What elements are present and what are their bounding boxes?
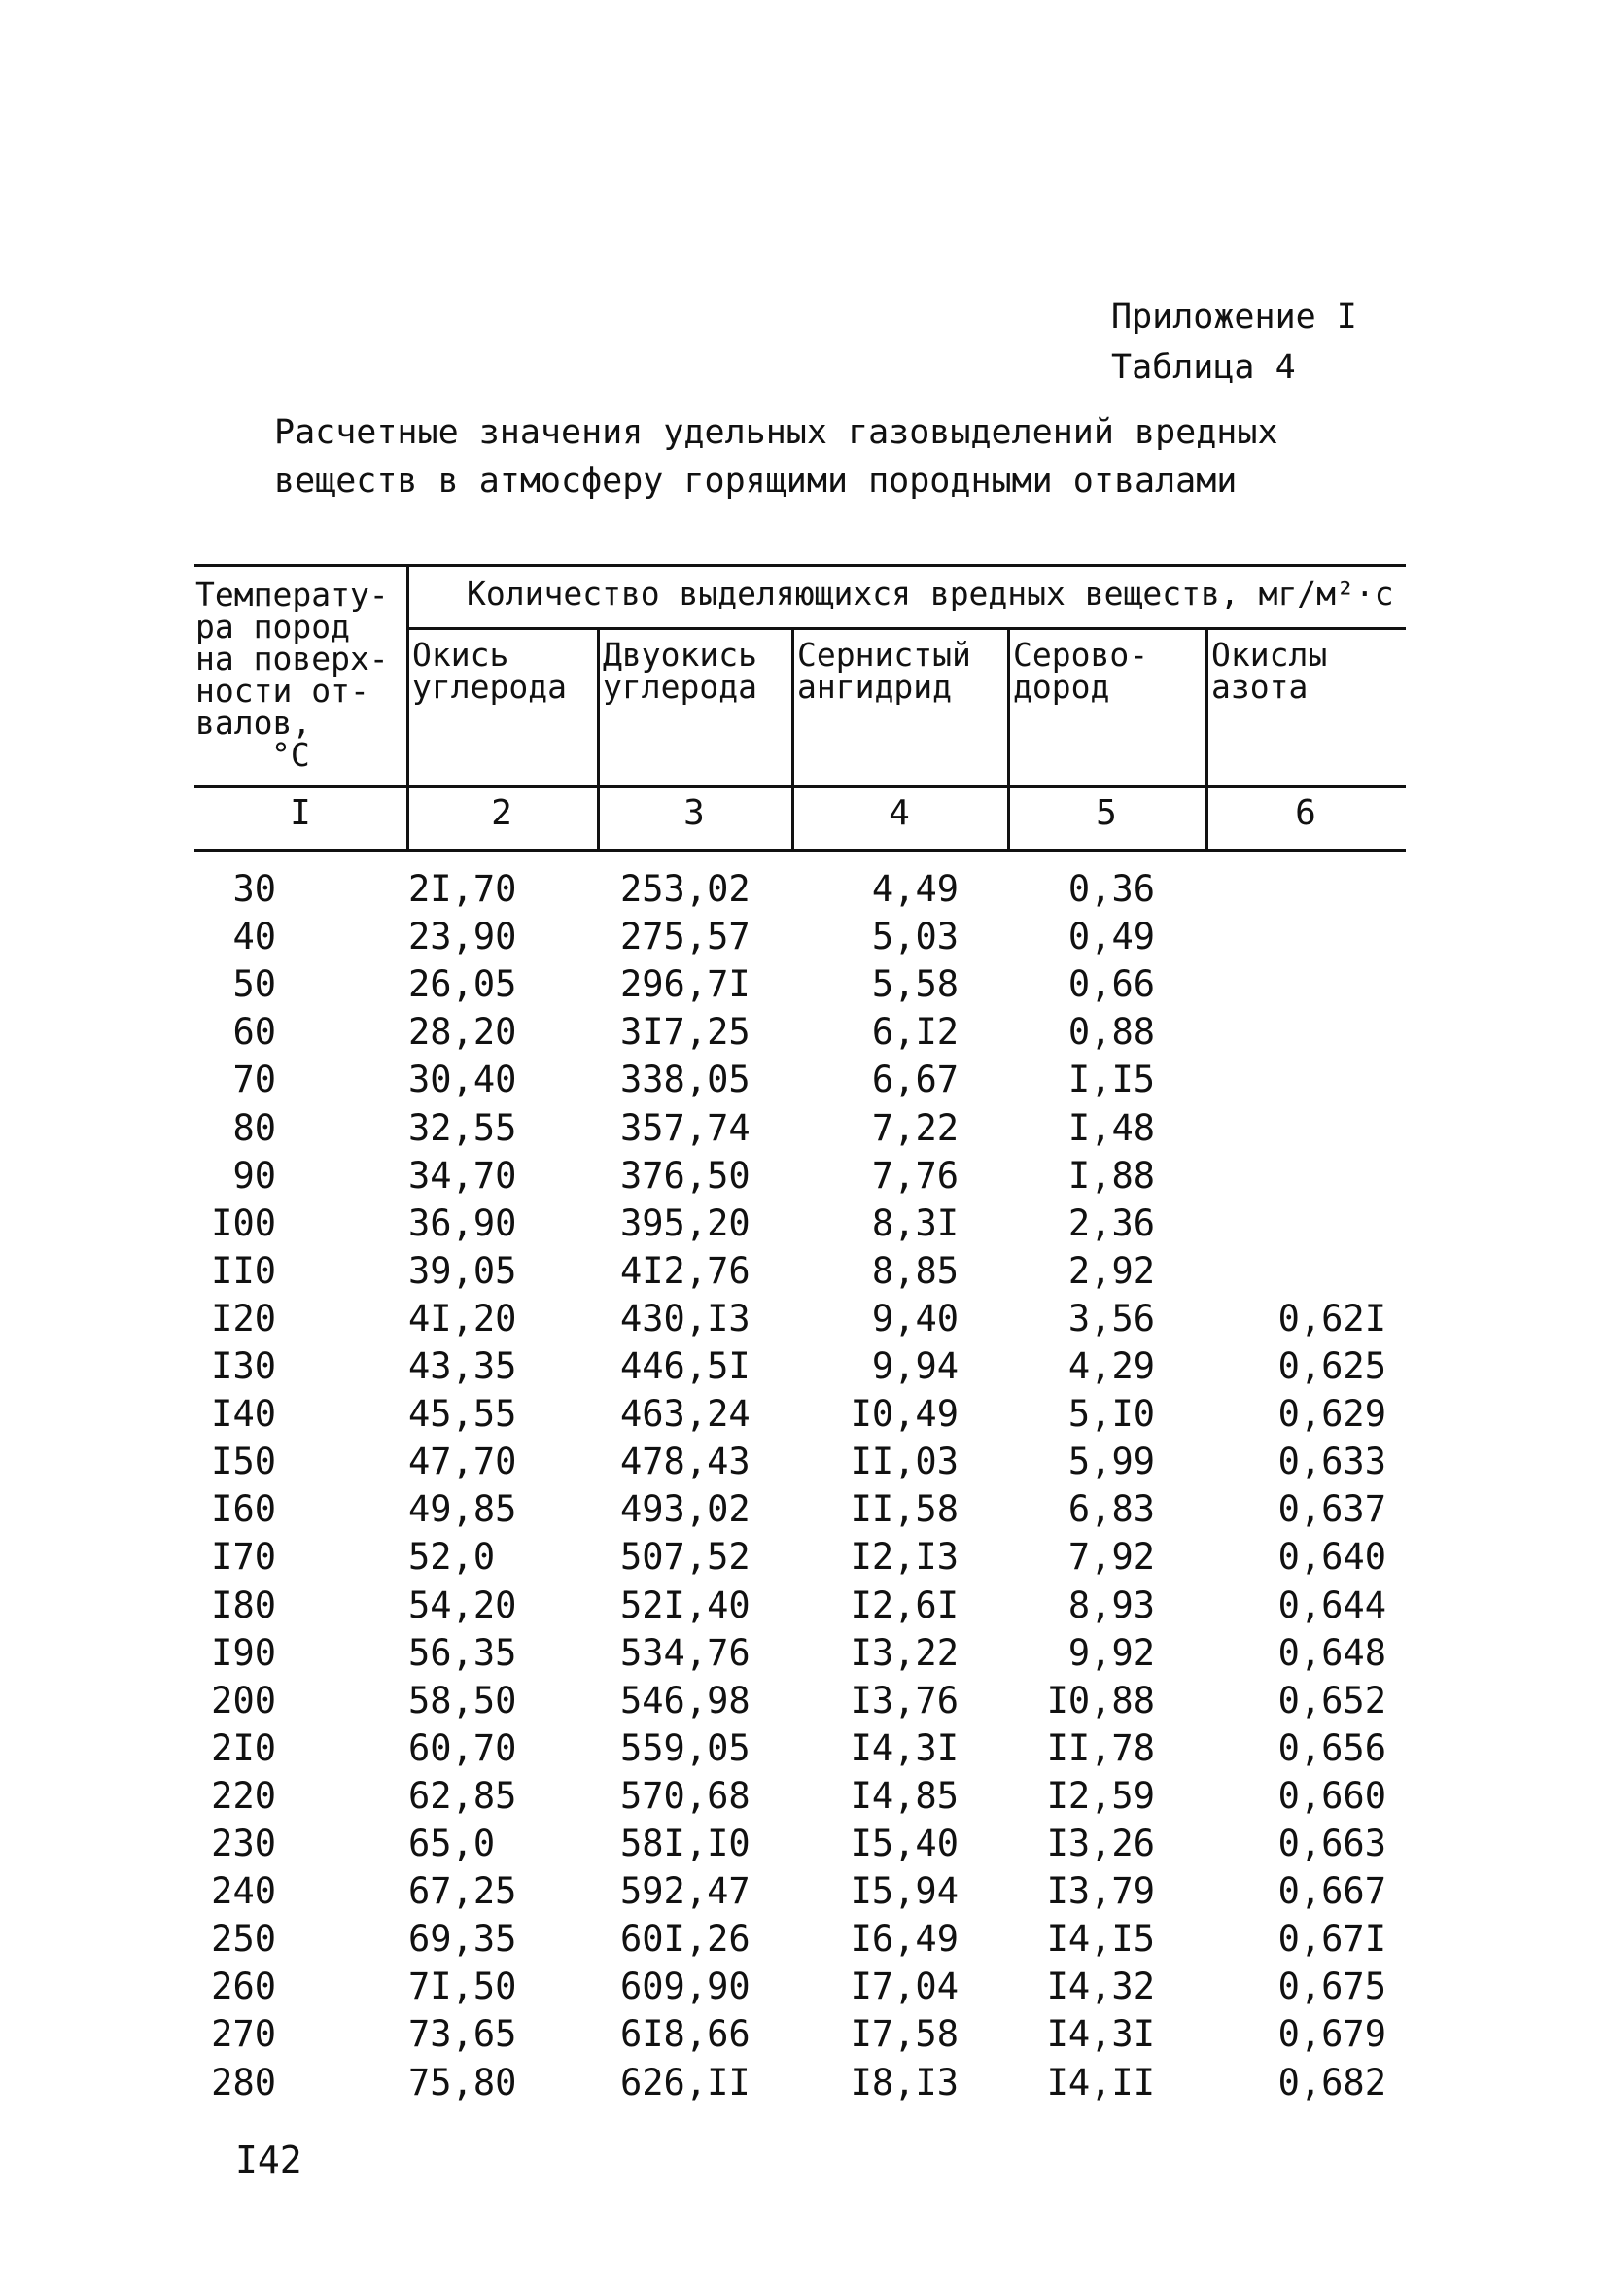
table-cell: I7,58 xyxy=(850,2013,959,2055)
table-cell: 609,90 xyxy=(620,1966,751,2007)
table-cell: 58,50 xyxy=(408,1680,517,1722)
table-cell: 5,99 xyxy=(1067,1441,1155,1482)
table-cell: 36,90 xyxy=(408,1202,517,1244)
table-cell: 30 xyxy=(232,868,276,910)
table-cell: I4,3I xyxy=(850,1727,959,1769)
table-cell: I0,88 xyxy=(1046,1680,1155,1722)
table-cell: 43,35 xyxy=(408,1345,517,1387)
table-cell: 9,40 xyxy=(871,1298,959,1339)
table-cell: 534,76 xyxy=(620,1632,751,1674)
table-cell: 50 xyxy=(232,963,276,1005)
table-cell: 275,57 xyxy=(620,916,751,957)
table-cell: I20 xyxy=(211,1298,276,1339)
header-line: ра пород xyxy=(195,608,350,645)
table-cell: 0,66 xyxy=(1067,963,1155,1005)
header-temperature xyxy=(195,575,389,774)
table-cell: 9,94 xyxy=(871,1345,959,1387)
header-bottom-rule xyxy=(194,785,1406,788)
table-cell: 6,I2 xyxy=(871,1011,959,1053)
table-cell: II,78 xyxy=(1046,1727,1155,1769)
table-cell: I,I5 xyxy=(1067,1059,1155,1100)
table-cell: I70 xyxy=(211,1536,276,1578)
table-cell: 2I,70 xyxy=(408,868,517,910)
table-cell: I3,76 xyxy=(850,1680,959,1722)
table-cell: I60 xyxy=(211,1488,276,1530)
table-cell: 395,20 xyxy=(620,1202,751,1244)
header-line: углерода xyxy=(412,668,567,706)
column-number: I xyxy=(290,793,311,833)
table-cell: 493,02 xyxy=(620,1488,751,1530)
table-cell: 0,67I xyxy=(1277,1918,1386,1960)
table-cell: 67,25 xyxy=(408,1870,517,1912)
table-cell: I3,26 xyxy=(1046,1823,1155,1864)
column-number: 6 xyxy=(1295,793,1316,833)
table-cell: I4,II xyxy=(1046,2062,1155,2104)
table-cell: 62,85 xyxy=(408,1775,517,1817)
table-cell: 80 xyxy=(232,1107,276,1149)
table-cell: 0,629 xyxy=(1277,1393,1386,1435)
header-line: Сернистый xyxy=(797,636,971,674)
header-carbon-monoxide xyxy=(412,636,567,706)
table-cell: 70 xyxy=(232,1059,276,1100)
table-cell: 0,49 xyxy=(1067,916,1155,957)
table-cell: 592,47 xyxy=(620,1870,751,1912)
header-line: °C xyxy=(271,736,310,774)
table-cell: 507,52 xyxy=(620,1536,751,1578)
table-caption xyxy=(274,408,1278,505)
table-cell: 73,65 xyxy=(408,2013,517,2055)
table-cell: I3,79 xyxy=(1046,1870,1155,1912)
table-cell: I4,3I xyxy=(1046,2013,1155,2055)
table-cell: 8,93 xyxy=(1067,1584,1155,1626)
table-cell: I,88 xyxy=(1067,1155,1155,1197)
header-line: Температу- xyxy=(195,575,389,613)
table-cell: I40 xyxy=(211,1393,276,1435)
table-cell: 49,85 xyxy=(408,1488,517,1530)
table-cell: 56,35 xyxy=(408,1632,517,1674)
table-cell: 0,640 xyxy=(1277,1536,1386,1578)
table-cell: 0,675 xyxy=(1277,1966,1386,2007)
table-cell: 5,I0 xyxy=(1067,1393,1155,1435)
table-cell: I4,I5 xyxy=(1046,1918,1155,1960)
table-cell: I0,49 xyxy=(850,1393,959,1435)
table-cell: 478,43 xyxy=(620,1441,751,1482)
table-cell: 0,660 xyxy=(1277,1775,1386,1817)
table-cell: 8,3I xyxy=(871,1202,959,1244)
table-cell: 5,03 xyxy=(871,916,959,957)
header-line: Двуокись xyxy=(603,636,757,674)
appendix-heading xyxy=(1111,292,1357,393)
table-cell: I5,94 xyxy=(850,1870,959,1912)
table-cell: 0,667 xyxy=(1277,1870,1386,1912)
table-cell: 253,02 xyxy=(620,868,751,910)
table-cell: 54,20 xyxy=(408,1584,517,1626)
table-cell: 7I,50 xyxy=(408,1966,517,2007)
table-cell: 430,I3 xyxy=(620,1298,751,1339)
table-cell: 4,29 xyxy=(1067,1345,1155,1387)
table-cell: 296,7I xyxy=(620,963,751,1005)
table-cell: 69,35 xyxy=(408,1918,517,1960)
table-cell: 250 xyxy=(211,1918,276,1960)
column-number: 4 xyxy=(889,793,910,833)
table-cell: 6,83 xyxy=(1067,1488,1155,1530)
table-cell: 0,36 xyxy=(1067,868,1155,910)
table-cell: 75,80 xyxy=(408,2062,517,2104)
table-cell: 270 xyxy=(211,2013,276,2055)
caption-line-2: веществ в атмосферу горящими породными отвалами xyxy=(274,462,1238,501)
table-cell: 260 xyxy=(211,1966,276,2007)
table-cell: 559,05 xyxy=(620,1727,751,1769)
table-cell: 4I,20 xyxy=(408,1298,517,1339)
table-cell: 0,652 xyxy=(1277,1680,1386,1722)
table-cell: 5,58 xyxy=(871,963,959,1005)
table-cell: 463,24 xyxy=(620,1393,751,1435)
table-cell: I2,59 xyxy=(1046,1775,1155,1817)
table-cell: 30,40 xyxy=(408,1059,517,1100)
header-line: Окислы xyxy=(1211,636,1328,674)
header-sulfur-dioxide xyxy=(797,636,971,706)
table-cell: 47,70 xyxy=(408,1441,517,1482)
table-cell: 200 xyxy=(211,1680,276,1722)
table-cell: 7,92 xyxy=(1067,1536,1155,1578)
table-cell: 357,74 xyxy=(620,1107,751,1149)
table-cell: 0,62I xyxy=(1277,1298,1386,1339)
table-cell: I3,22 xyxy=(850,1632,959,1674)
number-row-rule xyxy=(194,849,1406,852)
table-cell: 39,05 xyxy=(408,1250,517,1292)
header-line: дород xyxy=(1013,668,1110,706)
header-line: Окись xyxy=(412,636,509,674)
table-cell: I2,I3 xyxy=(850,1536,959,1578)
header-nitrogen-oxides xyxy=(1211,636,1328,706)
header-line: на поверх- xyxy=(195,640,389,678)
table-cell: 0,663 xyxy=(1277,1823,1386,1864)
header-group-quantity: Количество выделяющихся вредных веществ, мг/м²·с xyxy=(467,574,1394,612)
table-cell: 0,648 xyxy=(1277,1632,1386,1674)
header-line: углерода xyxy=(603,668,757,706)
table-cell: 4I2,76 xyxy=(620,1250,751,1292)
table-cell: 58I,I0 xyxy=(620,1823,751,1864)
table-cell: 2,36 xyxy=(1067,1202,1155,1244)
table-cell: 40 xyxy=(232,916,276,957)
group-header-rule xyxy=(408,627,1406,630)
table-cell: 23,90 xyxy=(408,916,517,957)
header-hydrogen-sulfide xyxy=(1013,636,1149,706)
table-cell: 280 xyxy=(211,2062,276,2104)
table-cell: 60 xyxy=(232,1011,276,1053)
table-cell: 60I,26 xyxy=(620,1918,751,1960)
table-cell: 3I7,25 xyxy=(620,1011,751,1053)
table-cell: 26,05 xyxy=(408,963,517,1005)
header-line: азота xyxy=(1211,668,1309,706)
caption-line-1: Расчетные значения удельных газовыделений вредных xyxy=(274,413,1278,452)
table-cell: 376,50 xyxy=(620,1155,751,1197)
table-cell: 6I8,66 xyxy=(620,2013,751,2055)
table-cell: 28,20 xyxy=(408,1011,517,1053)
table-cell: 0,88 xyxy=(1067,1011,1155,1053)
table-cell: 546,98 xyxy=(620,1680,751,1722)
table-cell: 626,II xyxy=(620,2062,751,2104)
table-cell: 60,70 xyxy=(408,1727,517,1769)
table-cell: I,48 xyxy=(1067,1107,1155,1149)
table-cell: II0 xyxy=(211,1250,276,1292)
table-cell: 45,55 xyxy=(408,1393,517,1435)
table-top-rule xyxy=(194,564,1406,567)
table-cell: 65,0 xyxy=(408,1823,496,1864)
table-cell: I50 xyxy=(211,1441,276,1482)
table-cell: II,58 xyxy=(850,1488,959,1530)
table-cell: 220 xyxy=(211,1775,276,1817)
table-cell: I4,32 xyxy=(1046,1966,1155,2007)
table-cell: 0,644 xyxy=(1277,1584,1386,1626)
table-cell: 240 xyxy=(211,1870,276,1912)
column-number: 2 xyxy=(491,793,512,833)
table-cell: 32,55 xyxy=(408,1107,517,1149)
table-cell: 3,56 xyxy=(1067,1298,1155,1339)
header-line: валов, xyxy=(195,704,312,742)
table-cell: 0,679 xyxy=(1277,2013,1386,2055)
table-cell: 2I0 xyxy=(211,1727,276,1769)
table-cell: I90 xyxy=(211,1632,276,1674)
table-cell: I30 xyxy=(211,1345,276,1387)
table-cell: 230 xyxy=(211,1823,276,1864)
table-cell: I2,6I xyxy=(850,1584,959,1626)
table-cell: 446,5I xyxy=(620,1345,751,1387)
header-carbon-dioxide xyxy=(603,636,757,706)
table-cell: 0,656 xyxy=(1277,1727,1386,1769)
table-cell: 52I,40 xyxy=(620,1584,751,1626)
table-cell: I80 xyxy=(211,1584,276,1626)
table-cell: 338,05 xyxy=(620,1059,751,1100)
header-line: ангидрид xyxy=(797,668,952,706)
table-cell: 0,682 xyxy=(1277,2062,1386,2104)
table-cell: 90 xyxy=(232,1155,276,1197)
table-cell: 0,625 xyxy=(1277,1345,1386,1387)
table-cell: 7,22 xyxy=(871,1107,959,1149)
page-number: I42 xyxy=(235,2139,302,2181)
table-cell: 0,637 xyxy=(1277,1488,1386,1530)
table-cell: 34,70 xyxy=(408,1155,517,1197)
header-line: ности от- xyxy=(195,672,369,710)
table-cell: 2,92 xyxy=(1067,1250,1155,1292)
column-number: 5 xyxy=(1096,793,1117,833)
table-cell: I5,40 xyxy=(850,1823,959,1864)
table-cell: I6,49 xyxy=(850,1918,959,1960)
table-cell: 9,92 xyxy=(1067,1632,1155,1674)
table-cell: 7,76 xyxy=(871,1155,959,1197)
table-cell: I7,04 xyxy=(850,1966,959,2007)
appendix-label: Приложение I xyxy=(1111,297,1357,336)
table-cell: 0,633 xyxy=(1277,1441,1386,1482)
table-label: Таблица 4 xyxy=(1111,348,1296,387)
table-cell: 570,68 xyxy=(620,1775,751,1817)
column-number: 3 xyxy=(683,793,705,833)
table-cell: I4,85 xyxy=(850,1775,959,1817)
table-cell: I00 xyxy=(211,1202,276,1244)
header-line: Серово- xyxy=(1013,636,1149,674)
table-cell: 52,0 xyxy=(408,1536,496,1578)
table-cell: II,03 xyxy=(850,1441,959,1482)
table-cell: 8,85 xyxy=(871,1250,959,1292)
table-cell: 6,67 xyxy=(871,1059,959,1100)
table-cell: 4,49 xyxy=(871,868,959,910)
table-cell: I8,I3 xyxy=(850,2062,959,2104)
